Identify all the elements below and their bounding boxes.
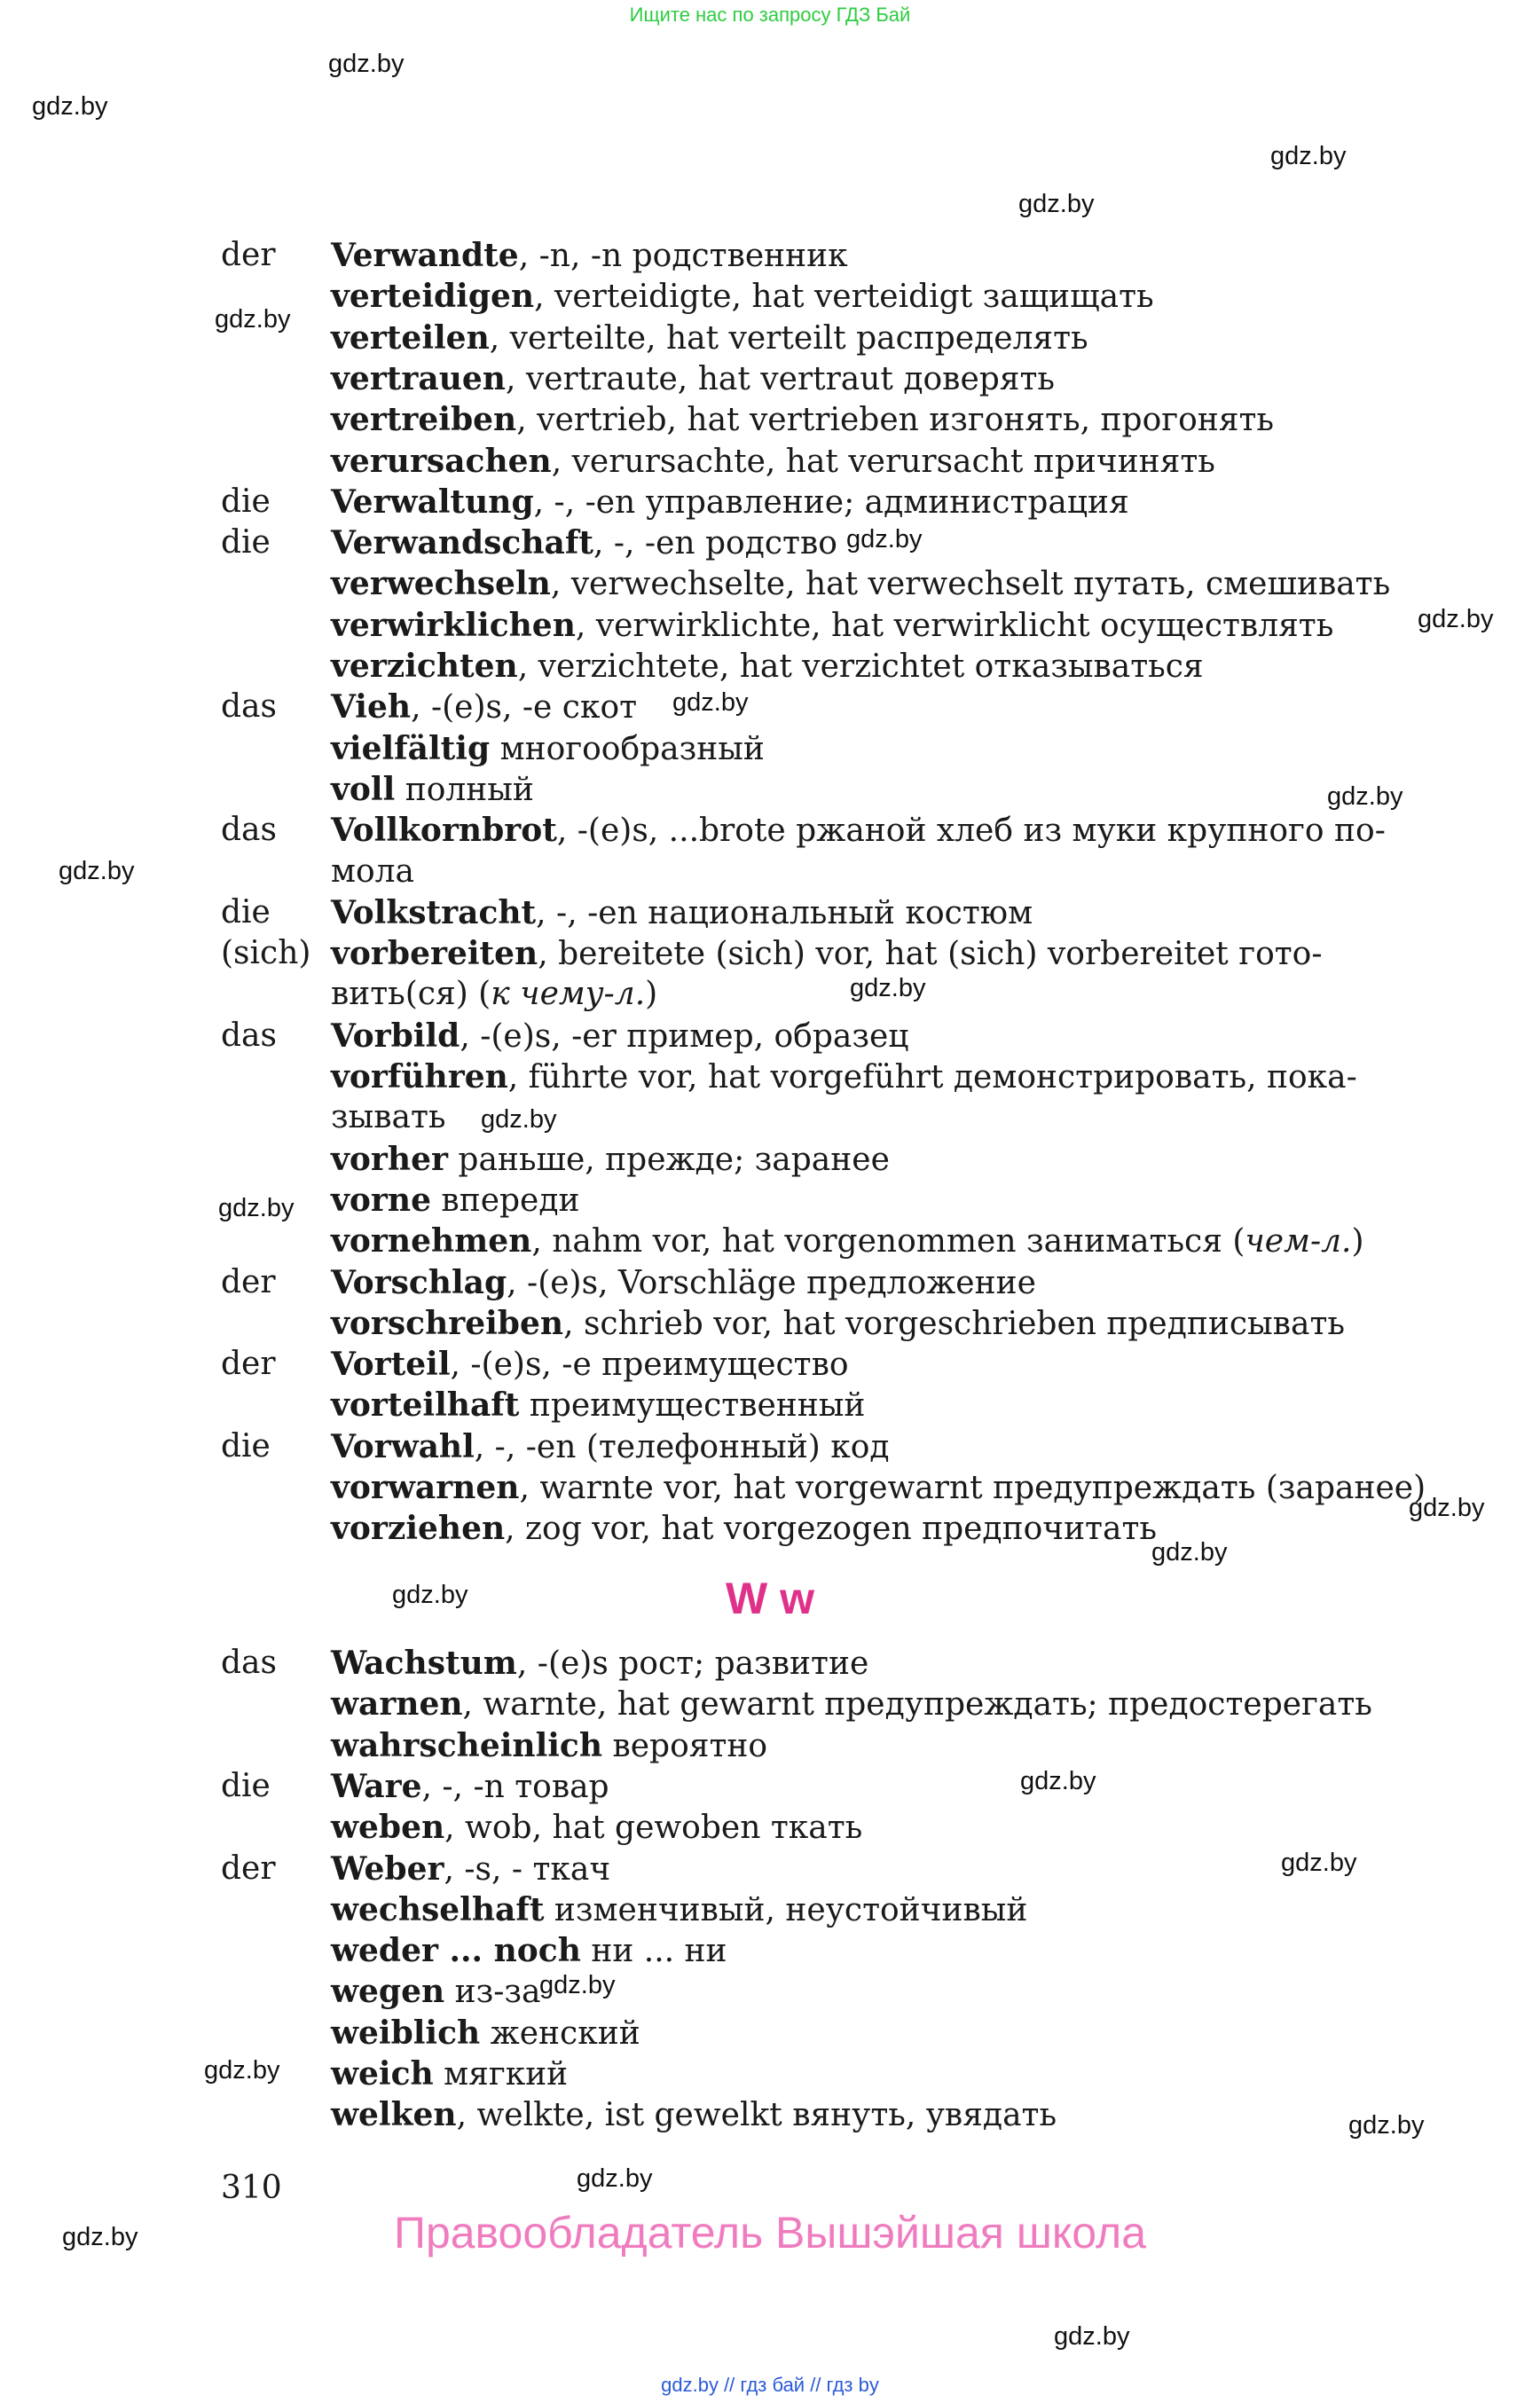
watermark: gdz.by — [215, 305, 291, 334]
watermark: gdz.by — [1327, 782, 1403, 811]
entry-headword: vorschreiben — [331, 1304, 564, 1342]
entry-definition: , verzichtete, hat verzichtet отказываться — [517, 648, 1204, 685]
entry-text — [331, 1262, 1036, 1304]
entry-definition-tail: ) — [645, 976, 658, 1013]
entry-text — [331, 2054, 568, 2095]
entry-headword: wechselhaft — [331, 1890, 545, 1928]
dictionary-entry — [0, 1467, 1540, 1508]
entry-headword: Vorbild — [331, 1017, 460, 1055]
entry-text — [331, 1180, 580, 1221]
dictionary-entry — [0, 1889, 1540, 1930]
entry-article: (sich) — [221, 935, 311, 972]
entry-headword: Vieh — [331, 688, 412, 726]
entry-definition: , warnte vor, hat vorgewarnt предупреждать (заранее) — [519, 1470, 1426, 1506]
entry-text — [331, 1930, 727, 1972]
watermark: gdz.by — [481, 1105, 557, 1134]
watermark: gdz.by — [846, 525, 923, 554]
entry-headword: vorziehen — [331, 1510, 506, 1548]
entry-headword: verwechseln — [331, 565, 551, 603]
entry-text — [331, 605, 1333, 647]
dictionary-entry — [0, 1426, 1540, 1467]
dictionary-entry — [0, 441, 1540, 482]
dictionary-entry — [0, 1849, 1540, 1889]
dictionary-entry — [0, 1016, 1540, 1056]
entry-definition: раньше, прежде; заранее — [447, 1141, 890, 1178]
entry-text — [331, 933, 1323, 975]
watermark: gdz.by — [1348, 2111, 1425, 2140]
entry-headword: Verwandte — [331, 237, 519, 274]
entry-definition: , wob, hat gewoben ткать — [444, 1810, 863, 1847]
entry-definition: преимущественный — [519, 1387, 866, 1425]
dictionary-entry — [0, 1221, 1540, 1261]
watermark: gdz.by — [204, 2056, 280, 2085]
dictionary-entry — [0, 1097, 1540, 1138]
entry-text — [331, 1056, 1357, 1098]
entry-definition: , -, -en национальный костюм — [536, 894, 1033, 931]
watermark: gdz.by — [32, 92, 108, 121]
entry-headword: vorführen — [331, 1058, 508, 1095]
entry-definition: , warnte, hat gewarnt предупреждать; предостерегать — [462, 1686, 1372, 1724]
entry-definition: вероятно — [602, 1727, 768, 1764]
entry-headword: Vorteil — [331, 1346, 451, 1384]
dictionary-entry — [0, 1262, 1540, 1303]
entry-definition: , zog vor, hat vorgezogen предпочитать — [505, 1511, 1157, 1548]
page-number: 310 — [221, 2170, 282, 2206]
watermark: gdz.by — [1409, 1494, 1485, 1522]
entry-text — [331, 1889, 1027, 1931]
watermark: gdz.by — [392, 1581, 468, 1609]
entry-article: die — [221, 1427, 271, 1465]
entry-headword: Verwaltung — [331, 483, 534, 521]
dictionary-entry — [0, 276, 1540, 317]
dictionary-entry — [0, 1971, 1540, 2012]
entry-text — [331, 1385, 865, 1426]
dictionary-entry — [0, 1303, 1540, 1344]
entry-text — [331, 852, 414, 892]
dictionary-entry — [0, 1684, 1540, 1724]
dictionary-entry — [0, 769, 1540, 810]
entry-article: das — [221, 1645, 277, 1681]
entry-text — [331, 1221, 1364, 1262]
dictionary-entry — [0, 1056, 1540, 1097]
entry-text — [331, 563, 1390, 605]
dictionary-entry — [0, 1344, 1540, 1385]
entry-headword: Weber — [331, 1849, 444, 1888]
dictionary-entry — [0, 728, 1540, 769]
entry-headword: verwirklichen — [331, 606, 576, 644]
entry-text — [331, 1684, 1372, 1725]
top-banner: Ищите нас по запросу ГДЗ Бай — [629, 4, 911, 26]
entry-definition: , -, -en (телефонный) код — [474, 1428, 890, 1465]
dictionary-entry — [0, 810, 1540, 851]
watermark: gdz.by — [850, 974, 926, 1002]
entry-definition: , -(e)s, Vorschläge предложение — [507, 1264, 1036, 1301]
dictionary-entry — [0, 1180, 1540, 1221]
entry-article: das — [221, 812, 277, 849]
entry-article: die — [221, 483, 271, 520]
entry-headword: wegen — [331, 1973, 445, 2011]
entry-headword: Ware — [331, 1767, 422, 1805]
dictionary-entry — [0, 522, 1540, 563]
watermark: gdz.by — [577, 2164, 653, 2193]
entry-definition: , welkte, ist gewelkt вянуть, увядать — [456, 2097, 1057, 2134]
section-letter-heading: W w — [726, 1574, 814, 1623]
entry-text — [331, 1643, 868, 1684]
dictionary-entry — [0, 563, 1540, 604]
dictionary-entry — [0, 974, 1540, 1015]
dictionary-entry — [0, 2054, 1540, 2094]
entry-definition: , verteilte, hat verteilt распределять — [489, 319, 1088, 357]
entry-definition: , -s, - ткач — [444, 1850, 611, 1888]
dictionary-entry — [0, 1725, 1540, 1766]
entry-text — [331, 1971, 541, 2013]
dictionary-entry — [0, 2013, 1540, 2054]
rights-holder-notice: Правообладатель Вышэйшая школа — [394, 2208, 1146, 2258]
dictionary-entry — [0, 933, 1540, 974]
entry-text — [331, 1467, 1426, 1509]
entry-headword: verteidigen — [331, 278, 535, 316]
entry-text — [331, 1849, 610, 1890]
entry-usage-note: чем-л. — [1245, 1223, 1352, 1260]
entry-definition: , führte vor, hat vorgeführt демонстрировать, пока- — [507, 1059, 1357, 1095]
entry-headword: wahrscheinlich — [331, 1726, 603, 1764]
watermark: gdz.by — [1418, 605, 1494, 633]
entry-definition: впереди — [430, 1182, 580, 1219]
entry-text — [331, 482, 1129, 523]
entry-definition: изменчивый, неустойчивый — [544, 1891, 1028, 1928]
entry-article: das — [221, 688, 277, 726]
entry-headword: vorher — [331, 1140, 448, 1178]
entry-text — [331, 441, 1215, 483]
entry-text — [331, 892, 1033, 934]
entry-text — [331, 687, 637, 728]
dictionary-entry — [0, 1385, 1540, 1425]
entry-definition-tail: ) — [1351, 1223, 1364, 1260]
entry-text — [331, 2094, 1057, 2136]
dictionary-entry — [0, 1930, 1540, 1971]
dictionary-entry — [0, 1643, 1540, 1684]
entry-headword: vielfältig — [331, 729, 491, 767]
entry-text — [331, 1766, 609, 1808]
entry-text — [331, 522, 837, 564]
entry-text — [331, 1426, 890, 1468]
dictionary-entry — [0, 852, 1540, 892]
watermark: gdz.by — [59, 857, 135, 885]
dictionary-entry — [0, 399, 1540, 440]
entry-article: der — [221, 1346, 276, 1383]
entry-headword: weben — [331, 1809, 445, 1847]
entry-definition: , vertraute, hat vertraut доверять — [505, 360, 1056, 397]
entry-text — [331, 1725, 767, 1767]
entry-text — [331, 399, 1274, 441]
entry-definition: вить(ся) ( — [331, 976, 491, 1013]
dictionary-entry — [0, 318, 1540, 358]
entry-article: der — [221, 1263, 276, 1300]
entry-definition: , -(e)s рост; развитие — [516, 1645, 869, 1682]
entry-text — [331, 1303, 1345, 1345]
entry-text — [331, 318, 1088, 359]
entry-headword: weich — [331, 2055, 434, 2093]
dictionary-entry — [0, 1807, 1540, 1848]
dictionary-entry — [0, 1766, 1540, 1807]
watermark: gdz.by — [1270, 142, 1347, 170]
entry-definition: , bereitete (sich) vor, hat (sich) vorbereitet гото- — [538, 936, 1323, 973]
entry-definition: , verwirklichte, hat verwirklicht осуществлять — [575, 607, 1334, 644]
watermark: gdz.by — [539, 1971, 616, 1999]
entry-headword: Volkstracht — [331, 893, 537, 931]
entry-definition: , schrieb vor, hat vorgeschrieben предписывать — [563, 1305, 1345, 1342]
entry-definition: из-за — [444, 1974, 541, 2011]
entry-definition: , -, -en управление; администрация — [533, 483, 1129, 521]
entry-headword: warnen — [331, 1685, 463, 1724]
entry-definition: многообразный — [490, 730, 765, 767]
dictionary-entry — [0, 235, 1540, 276]
dictionary-entry — [0, 2094, 1540, 2135]
watermark: gdz.by — [1151, 1538, 1228, 1567]
entry-definition: , -(e)s, -er пример, образец — [460, 1017, 909, 1055]
entry-definition: ни ... ни — [580, 1933, 727, 1970]
watermark: gdz.by — [62, 2223, 138, 2251]
entry-text — [331, 1807, 862, 1849]
entry-text — [331, 810, 1386, 852]
entry-headword: vorteilhaft — [331, 1386, 520, 1425]
entry-definition: , vertrieb, hat vertrieben изгонять, прогонять — [516, 402, 1275, 439]
entry-definition: мягкий — [433, 2056, 569, 2093]
entry-article: die — [221, 1767, 271, 1804]
watermark: gdz.by — [672, 688, 749, 717]
entry-text — [331, 358, 1055, 400]
watermark: gdz.by — [1020, 1767, 1096, 1795]
entry-headword: Wachstum — [331, 1645, 517, 1682]
entry-headword: verursachen — [331, 442, 552, 480]
entry-text — [331, 1344, 849, 1386]
footer-links: gdz.by // гдз бай // гдз by — [661, 2374, 879, 2396]
entry-article: der — [221, 237, 276, 273]
entry-definition: , verursachte, hat verursacht причинять — [551, 443, 1215, 480]
entry-article: die — [221, 524, 271, 561]
entry-text — [331, 646, 1204, 687]
entry-headword: weder ... noch — [331, 1932, 581, 1970]
entry-headword: Vorwahl — [331, 1427, 475, 1465]
entry-headword: vertrauen — [331, 359, 506, 397]
entry-text — [331, 728, 765, 770]
entry-headword: vornehmen — [331, 1222, 532, 1260]
watermark: gdz.by — [218, 1194, 295, 1222]
entry-headword: vertreiben — [331, 401, 517, 439]
entry-text — [331, 769, 534, 811]
entry-definition: , -(e)s, -e скот — [411, 689, 638, 726]
entry-text — [331, 1508, 1157, 1550]
entry-text — [331, 235, 848, 277]
dictionary-entry — [0, 892, 1540, 933]
entry-headword: weiblich — [331, 2014, 481, 2052]
entry-definition: зывать — [331, 1099, 446, 1136]
entry-definition: , nahm vor, hat vorgenommen заниматься ( — [531, 1223, 1245, 1260]
watermark: gdz.by — [328, 50, 405, 78]
entry-headword: verzichten — [331, 648, 518, 685]
entry-headword: voll — [331, 770, 396, 808]
entry-headword: vorwarnen — [331, 1469, 520, 1506]
entry-article: der — [221, 1849, 276, 1887]
entry-headword: Vollkornbrot — [331, 812, 557, 850]
entry-definition: , -(e)s, -e преимущество — [450, 1347, 849, 1384]
watermark: gdz.by — [1054, 2322, 1130, 2351]
entry-definition: , -(e)s, ...brote ржаной хлеб из муки крупного по- — [556, 813, 1386, 850]
entry-definition: женский — [480, 2014, 640, 2052]
dictionary-entry — [0, 605, 1540, 646]
entry-headword: Verwandschaft — [331, 524, 593, 562]
entry-definition: , -n, -n родственник — [518, 238, 848, 274]
entry-definition: , -, -n товар — [421, 1768, 609, 1805]
entry-text — [331, 276, 1154, 318]
entry-text — [331, 1097, 446, 1138]
entry-definition: мола — [331, 852, 415, 890]
entry-headword: Vorschlag — [331, 1263, 507, 1301]
entry-definition: , verwechselte, hat verwechselt путать, смешивать — [550, 566, 1391, 603]
dictionary-entry — [0, 687, 1540, 727]
entry-definition: полный — [395, 771, 534, 808]
dictionary-entry — [0, 358, 1540, 399]
entry-text — [331, 1016, 908, 1057]
entry-text — [331, 1139, 890, 1181]
watermark: gdz.by — [1281, 1849, 1357, 1877]
entry-article: das — [221, 1017, 277, 1054]
entry-article: die — [221, 893, 271, 931]
dictionary-entry — [0, 1139, 1540, 1180]
dictionary-entry — [0, 1508, 1540, 1549]
entry-definition: , -, -en родство — [593, 525, 837, 562]
entry-definition: , verteidigte, hat verteidigt защищать — [534, 279, 1154, 316]
dictionary-entry — [0, 646, 1540, 687]
dictionary-entry — [0, 482, 1540, 522]
entry-text — [331, 974, 657, 1015]
entry-headword: verteilen — [331, 318, 490, 357]
watermark: gdz.by — [1018, 190, 1095, 218]
entry-text — [331, 2013, 640, 2054]
entry-headword: vorbereiten — [331, 935, 538, 973]
entry-headword: welken — [331, 2096, 457, 2134]
entry-usage-note: к чему-л. — [491, 976, 646, 1013]
entry-headword: vorne — [331, 1181, 431, 1219]
